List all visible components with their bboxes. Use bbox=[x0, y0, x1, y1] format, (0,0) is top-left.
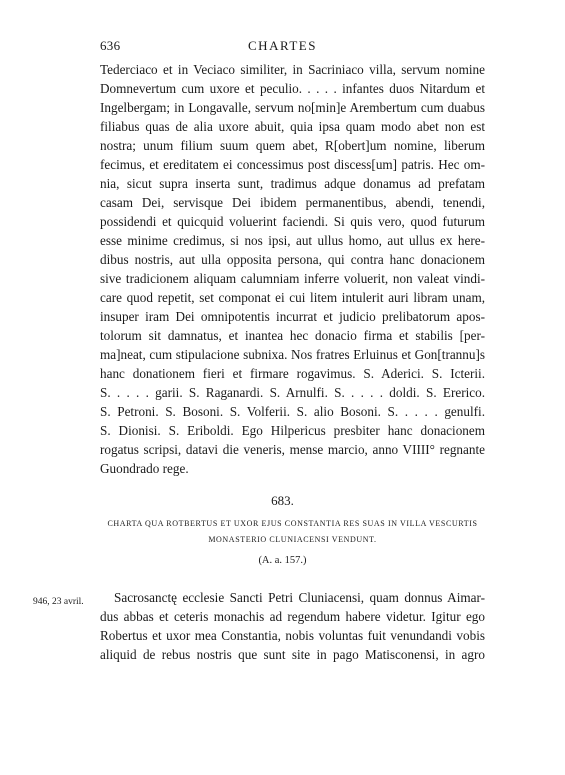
charter-number: 683. bbox=[271, 493, 294, 508]
running-title: CHARTES bbox=[248, 38, 317, 53]
text-line: S. Petroni. S. Bosoni. S. Volferii. S. alio Bosoni. S. . . . . genulfi. bbox=[100, 404, 485, 419]
text-line: nia, sicut supra inserta sunt, tradimus adque donamus ad prefatam bbox=[100, 176, 485, 191]
text-line: nostra; unum filium suum quem abet, R[obert]um nomine, liberum bbox=[100, 138, 485, 153]
charter-date-note: (A. a. 157.) bbox=[258, 555, 307, 566]
text-line: dus abbas et ceteris monachis ad regendum habere videtur. Igitur ego bbox=[100, 609, 485, 624]
text-line: Guondrado rege. bbox=[100, 461, 189, 476]
text-line: S. . . . . garii. S. Raganardi. S. Arnulfi. S. . . . . doldi. S. Ererico. bbox=[100, 385, 485, 400]
text-line: tolorum sit damnatus, et inantea hec donacio firma et stabilis [per- bbox=[100, 328, 485, 343]
charter-title bbox=[100, 516, 485, 548]
text-line: hanc donationem fieri et firmare rogavimus. S. Aderici. S. Icterii. bbox=[100, 366, 485, 381]
text-line: rogatus scripsi, datavi die veneris, mense marcio, anno VIIII° regnante bbox=[100, 442, 485, 457]
text-line: Ingelbergam; in Longavalle, servum no[min]e Arembertum cum duabus bbox=[100, 100, 485, 115]
text-line: S. Dionisi. S. Eriboldi. Ego Hilpericus presbiter hanc donacionem bbox=[100, 423, 485, 438]
charter-title-line: CHARTA QUA ROTBERTUS ET UXOR EJUS CONSTANTIA RES SUAS IN VILLA VESCURTIS bbox=[107, 519, 478, 528]
text-line: Domnevertum cum uxore et peculio. . . . . infantes duos Nitardum et bbox=[100, 81, 485, 96]
margin-date: 946, 23 avril. bbox=[33, 597, 84, 607]
text-line: fecimus, et ereditatem ei concessimus post discess[um] patris. Hec om- bbox=[100, 157, 485, 172]
charter-text bbox=[100, 588, 485, 664]
text-line: ma]neat, cum stipulacione subnixa. Nos fratres Erluinus et Gon[trannu]s bbox=[100, 347, 485, 362]
text-line: casam Dei, servisque Dei ibidem permanentibus, abendi, tenendi, bbox=[100, 195, 485, 210]
previous-charter-text bbox=[100, 60, 485, 478]
text-line: filiabus quas de alia uxore abuit, quia ipsa quam modo abet non est bbox=[100, 119, 485, 134]
text-line: possidendi et quicquid voluerint faciendi. Si quis vero, quod futurum bbox=[100, 214, 485, 229]
text-line: Sacrosanctę ecclesie Sancti Petri Cluniacensi, quam donnus Aimar- bbox=[114, 590, 485, 605]
text-line: Robertus et uxor mea Constantia, nobis voluntas fuit venundandi vobis bbox=[100, 628, 485, 643]
text-line: Tederciaco et in Veciaco similiter, in Sacriniaco villa, servum nomine bbox=[100, 62, 485, 77]
text-line: esse minime credimus, si nos ipsi, aut ullus homo, aut ullus ex here- bbox=[100, 233, 485, 248]
page-number: 636 bbox=[100, 38, 121, 53]
text-line: insuper iram Dei omnipotentis incurrat et judicio prelibatorum apos- bbox=[100, 309, 485, 324]
text-line: care quod repetit, set componat ei cui litem intulerit auri libram unam, bbox=[100, 290, 485, 305]
charter-title-line: MONASTERIO CLUNIACENSI VENDUNT. bbox=[208, 535, 377, 544]
text-line: aliquid de rebus nostris que sunt site in pago Matisconensi, in agro bbox=[100, 647, 485, 662]
text-line: dibus nostris, aut ulla opposita persona, qui contra hanc donacionem bbox=[100, 252, 485, 267]
text-line: sive tradicionem aliquam calumniam inferre voluerit, non valeat vindi- bbox=[100, 271, 485, 286]
